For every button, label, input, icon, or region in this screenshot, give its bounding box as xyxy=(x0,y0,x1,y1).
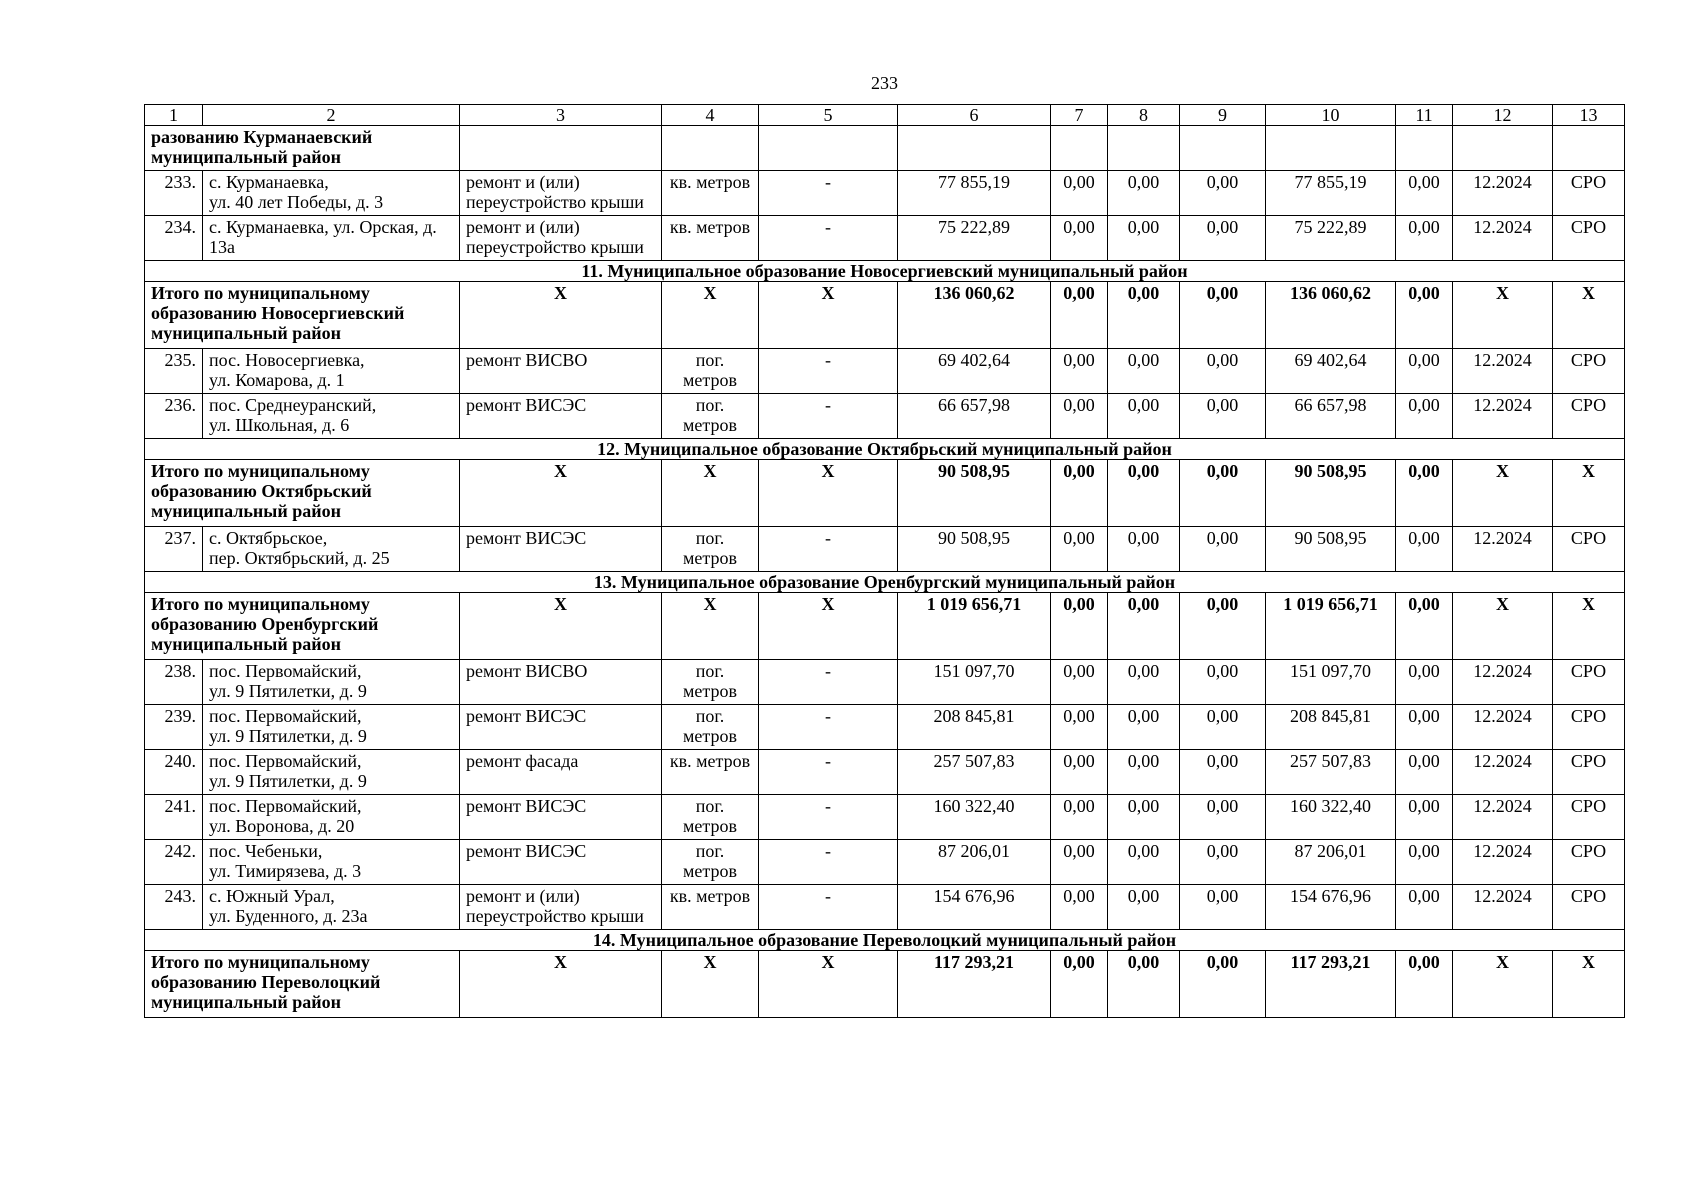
quantity-cell: - xyxy=(759,885,898,930)
source-cell: СРО xyxy=(1553,394,1625,439)
page-number: 233 xyxy=(871,73,898,93)
value-cell: 0,00 xyxy=(1180,171,1266,216)
total-cost-cell: 257 507,83 xyxy=(898,750,1051,795)
total-row xyxy=(145,282,1625,349)
address-line: с. Курманаевка, xyxy=(209,172,329,192)
x-mark: X xyxy=(1453,282,1553,349)
value-cell: 0,00 xyxy=(1051,171,1108,216)
address-line: с. Курманаевка, ул. Орская, д. 13а xyxy=(209,217,437,257)
quantity-cell: - xyxy=(759,527,898,572)
value-cell: 136 060,62 xyxy=(1266,282,1396,349)
column-header: 1 xyxy=(145,105,203,126)
total-cost-cell: 1 019 656,71 xyxy=(898,593,1051,660)
table-row xyxy=(145,840,1625,885)
row-number: 243. xyxy=(145,885,203,930)
address-line: пос. Первомайский, xyxy=(209,706,362,726)
quantity-cell: - xyxy=(759,216,898,261)
row-number: 241. xyxy=(145,795,203,840)
address-line: пос. Первомайский, xyxy=(209,796,362,816)
x-mark: X xyxy=(1553,593,1625,660)
unit-cell: пог. метров xyxy=(662,705,759,750)
table-row xyxy=(145,885,1625,930)
value-cell: 0,00 xyxy=(1180,750,1266,795)
total-label: разованию Курманаевский муниципальный район xyxy=(145,126,460,171)
work-type-cell: ремонт ВИСЭС xyxy=(460,840,662,885)
address-cell xyxy=(203,349,460,394)
table-row xyxy=(145,660,1625,705)
address-line: ул. Тимирязева, д. 3 xyxy=(209,861,362,881)
value-cell: 0,00 xyxy=(1396,460,1453,527)
value-cell: 0,00 xyxy=(1051,394,1108,439)
value-cell: 0,00 xyxy=(1108,705,1180,750)
total-cost-cell: 77 855,19 xyxy=(898,171,1051,216)
value-cell: 0,00 xyxy=(1180,527,1266,572)
total-cost-cell: 75 222,89 xyxy=(898,216,1051,261)
value-cell: 0,00 xyxy=(1051,951,1108,1018)
value-cell: 0,00 xyxy=(1108,885,1180,930)
date-cell: 12.2024 xyxy=(1453,705,1553,750)
source-cell: СРО xyxy=(1553,349,1625,394)
x-mark: X xyxy=(460,951,662,1018)
row-number: 235. xyxy=(145,349,203,394)
section-title: 11. Муниципальное образование Новосергиевский муниципальный район xyxy=(145,261,1625,282)
column-header: 4 xyxy=(662,105,759,126)
value-cell: 0,00 xyxy=(1051,216,1108,261)
quantity-cell: - xyxy=(759,171,898,216)
value-cell: 0,00 xyxy=(1108,660,1180,705)
date-cell: 12.2024 xyxy=(1453,840,1553,885)
value-cell: 208 845,81 xyxy=(1266,705,1396,750)
address-line: пер. Октябрьский, д. 25 xyxy=(209,548,390,568)
address-line: пос. Первомайский, xyxy=(209,751,362,771)
work-type-cell: ремонт и (или) переустройство крыши xyxy=(460,171,662,216)
column-header: 2 xyxy=(203,105,460,126)
date-cell: 12.2024 xyxy=(1453,750,1553,795)
unit-cell: пог. метров xyxy=(662,527,759,572)
source-cell: СРО xyxy=(1553,795,1625,840)
value-cell: 0,00 xyxy=(1051,750,1108,795)
x-mark: X xyxy=(662,282,759,349)
address-cell xyxy=(203,750,460,795)
value-cell: 0,00 xyxy=(1396,705,1453,750)
table-row xyxy=(145,171,1625,216)
total-cost-cell: 160 322,40 xyxy=(898,795,1051,840)
total-row xyxy=(145,951,1625,1018)
column-header: 13 xyxy=(1553,105,1625,126)
work-type-cell: ремонт и (или) переустройство крыши xyxy=(460,216,662,261)
section-title: 14. Муниципальное образование Переволоцкий муниципальный район xyxy=(145,930,1625,951)
table-row xyxy=(145,795,1625,840)
value-cell: 77 855,19 xyxy=(1266,171,1396,216)
value-cell: 0,00 xyxy=(1180,660,1266,705)
total-cost-cell: 87 206,01 xyxy=(898,840,1051,885)
total-cost-cell: 151 097,70 xyxy=(898,660,1051,705)
table-row xyxy=(145,527,1625,572)
quantity-cell: - xyxy=(759,705,898,750)
work-type-cell: ремонт ВИСЭС xyxy=(460,527,662,572)
value-cell: 0,00 xyxy=(1051,795,1108,840)
value-cell: 0,00 xyxy=(1396,171,1453,216)
address-cell xyxy=(203,171,460,216)
row-number: 240. xyxy=(145,750,203,795)
date-cell: 12.2024 xyxy=(1453,171,1553,216)
value-cell: 0,00 xyxy=(1180,349,1266,394)
value-cell: 0,00 xyxy=(1108,795,1180,840)
address-cell xyxy=(203,840,460,885)
unit-cell: пог. метров xyxy=(662,660,759,705)
value-cell: 0,00 xyxy=(1396,527,1453,572)
value-cell: 69 402,64 xyxy=(1266,349,1396,394)
value-cell: 0,00 xyxy=(1396,795,1453,840)
date-cell: 12.2024 xyxy=(1453,795,1553,840)
value-cell: 0,00 xyxy=(1108,840,1180,885)
address-line: ул. 9 Пятилетки, д. 9 xyxy=(209,726,367,746)
unit-cell: пог. метров xyxy=(662,840,759,885)
value-cell: 0,00 xyxy=(1051,840,1108,885)
quantity-cell: - xyxy=(759,795,898,840)
x-mark: X xyxy=(1553,460,1625,527)
table-row xyxy=(145,750,1625,795)
continuation-total-row xyxy=(145,126,1625,171)
address-line: пос. Чебеньки, xyxy=(209,841,323,861)
address-cell xyxy=(203,394,460,439)
column-header: 11 xyxy=(1396,105,1453,126)
total-cost-cell: 66 657,98 xyxy=(898,394,1051,439)
row-number: 239. xyxy=(145,705,203,750)
row-number: 242. xyxy=(145,840,203,885)
x-mark: X xyxy=(759,282,898,349)
address-line: пос. Среднеуранский, xyxy=(209,395,377,415)
value-cell: 117 293,21 xyxy=(1266,951,1396,1018)
total-cost-cell: 136 060,62 xyxy=(898,282,1051,349)
address-cell xyxy=(203,660,460,705)
section-title-row xyxy=(145,261,1625,282)
value-cell: 90 508,95 xyxy=(1266,460,1396,527)
value-cell: 0,00 xyxy=(1051,460,1108,527)
column-header: 6 xyxy=(898,105,1051,126)
column-header: 8 xyxy=(1108,105,1180,126)
column-header: 12 xyxy=(1453,105,1553,126)
address-line: ул. 9 Пятилетки, д. 9 xyxy=(209,771,367,791)
section-title-row xyxy=(145,439,1625,460)
total-cost-cell: 208 845,81 xyxy=(898,705,1051,750)
source-cell: СРО xyxy=(1553,840,1625,885)
value-cell: 75 222,89 xyxy=(1266,216,1396,261)
quantity-cell: - xyxy=(759,394,898,439)
value-cell: 90 508,95 xyxy=(1266,527,1396,572)
value-cell: 0,00 xyxy=(1396,885,1453,930)
total-label: Итого по муниципальному образованию Оренбургский муниципальный район xyxy=(145,593,460,660)
source-cell: СРО xyxy=(1553,216,1625,261)
value-cell: 0,00 xyxy=(1396,593,1453,660)
value-cell: 0,00 xyxy=(1396,349,1453,394)
total-row xyxy=(145,460,1625,527)
address-line: ул. Воронова, д. 20 xyxy=(209,816,355,836)
column-header: 10 xyxy=(1266,105,1396,126)
value-cell: 0,00 xyxy=(1108,951,1180,1018)
total-cost-cell: 117 293,21 xyxy=(898,951,1051,1018)
row-number: 238. xyxy=(145,660,203,705)
value-cell: 0,00 xyxy=(1396,282,1453,349)
x-mark: X xyxy=(1453,460,1553,527)
x-mark: X xyxy=(460,460,662,527)
address-cell xyxy=(203,885,460,930)
total-label: Итого по муниципальному образованию Новосергиевский муниципальный район xyxy=(145,282,460,349)
value-cell: 0,00 xyxy=(1108,282,1180,349)
x-mark: X xyxy=(759,951,898,1018)
quantity-cell: - xyxy=(759,660,898,705)
source-cell: СРО xyxy=(1553,527,1625,572)
value-cell: 0,00 xyxy=(1180,216,1266,261)
quantity-cell: - xyxy=(759,840,898,885)
table-row xyxy=(145,394,1625,439)
row-number: 236. xyxy=(145,394,203,439)
value-cell: 0,00 xyxy=(1108,750,1180,795)
value-cell: 0,00 xyxy=(1051,282,1108,349)
value-cell: 0,00 xyxy=(1108,460,1180,527)
total-cost-cell: 90 508,95 xyxy=(898,527,1051,572)
row-number: 237. xyxy=(145,527,203,572)
work-type-cell: ремонт ВИСВО xyxy=(460,660,662,705)
section-title-row xyxy=(145,930,1625,951)
value-cell: 87 206,01 xyxy=(1266,840,1396,885)
value-cell: 0,00 xyxy=(1396,394,1453,439)
value-cell: 0,00 xyxy=(1396,660,1453,705)
table-body xyxy=(145,105,1625,1018)
address-line: с. Южный Урал, xyxy=(209,886,335,906)
total-cost-cell: 154 676,96 xyxy=(898,885,1051,930)
value-cell: 0,00 xyxy=(1180,282,1266,349)
row-number: 233. xyxy=(145,171,203,216)
address-line: пос. Первомайский, xyxy=(209,661,362,681)
section-title: 13. Муниципальное образование Оренбургский муниципальный район xyxy=(145,572,1625,593)
x-mark: X xyxy=(662,460,759,527)
x-mark: X xyxy=(662,593,759,660)
value-cell: 0,00 xyxy=(1180,840,1266,885)
column-header: 3 xyxy=(460,105,662,126)
value-cell: 257 507,83 xyxy=(1266,750,1396,795)
section-title: 12. Муниципальное образование Октябрьский муниципальный район xyxy=(145,439,1625,460)
address-cell xyxy=(203,216,460,261)
value-cell: 0,00 xyxy=(1051,885,1108,930)
work-type-cell: ремонт ВИСЭС xyxy=(460,394,662,439)
value-cell: 151 097,70 xyxy=(1266,660,1396,705)
value-cell: 0,00 xyxy=(1051,527,1108,572)
value-cell: 0,00 xyxy=(1396,951,1453,1018)
table-row xyxy=(145,216,1625,261)
work-type-cell: ремонт ВИСВО xyxy=(460,349,662,394)
address-line: ул. Школьная, д. 6 xyxy=(209,415,350,435)
value-cell: 0,00 xyxy=(1180,394,1266,439)
unit-cell: кв. метров xyxy=(662,171,759,216)
quantity-cell: - xyxy=(759,349,898,394)
address-cell xyxy=(203,795,460,840)
value-cell: 160 322,40 xyxy=(1266,795,1396,840)
value-cell: 154 676,96 xyxy=(1266,885,1396,930)
total-cost-cell: 69 402,64 xyxy=(898,349,1051,394)
value-cell: 0,00 xyxy=(1396,840,1453,885)
date-cell: 12.2024 xyxy=(1453,660,1553,705)
works-table xyxy=(144,104,1625,1018)
table-row xyxy=(145,705,1625,750)
date-cell: 12.2024 xyxy=(1453,885,1553,930)
x-mark: X xyxy=(1553,282,1625,349)
value-cell: 0,00 xyxy=(1108,527,1180,572)
x-mark: X xyxy=(1453,593,1553,660)
address-line: с. Октябрьское, xyxy=(209,528,328,548)
address-line: ул. Комарова, д. 1 xyxy=(209,370,345,390)
unit-cell: пог. метров xyxy=(662,349,759,394)
value-cell: 0,00 xyxy=(1108,593,1180,660)
date-cell: 12.2024 xyxy=(1453,216,1553,261)
value-cell: 1 019 656,71 xyxy=(1266,593,1396,660)
total-label: Итого по муниципальному образованию Переволоцкий муниципальный район xyxy=(145,951,460,1018)
x-mark: X xyxy=(460,593,662,660)
table-row xyxy=(145,349,1625,394)
column-header: 5 xyxy=(759,105,898,126)
source-cell: СРО xyxy=(1553,750,1625,795)
x-mark: X xyxy=(662,951,759,1018)
value-cell: 0,00 xyxy=(1051,593,1108,660)
work-type-cell: ремонт ВИСЭС xyxy=(460,795,662,840)
value-cell: 0,00 xyxy=(1180,460,1266,527)
value-cell: 0,00 xyxy=(1396,750,1453,795)
section-title-row xyxy=(145,572,1625,593)
work-type-cell: ремонт ВИСЭС xyxy=(460,705,662,750)
value-cell: 0,00 xyxy=(1051,705,1108,750)
total-label: Итого по муниципальному образованию Октябрьский муниципальный район xyxy=(145,460,460,527)
source-cell: СРО xyxy=(1553,705,1625,750)
value-cell: 0,00 xyxy=(1180,593,1266,660)
date-cell: 12.2024 xyxy=(1453,394,1553,439)
unit-cell: кв. метров xyxy=(662,216,759,261)
value-cell: 0,00 xyxy=(1396,216,1453,261)
column-header-row xyxy=(145,105,1625,126)
x-mark: X xyxy=(460,282,662,349)
unit-cell: пог. метров xyxy=(662,795,759,840)
quantity-cell: - xyxy=(759,750,898,795)
source-cell: СРО xyxy=(1553,171,1625,216)
value-cell: 0,00 xyxy=(1180,885,1266,930)
row-number: 234. xyxy=(145,216,203,261)
total-row xyxy=(145,593,1625,660)
value-cell: 0,00 xyxy=(1108,171,1180,216)
value-cell: 0,00 xyxy=(1108,349,1180,394)
unit-cell: кв. метров xyxy=(662,750,759,795)
x-mark: X xyxy=(759,593,898,660)
value-cell: 0,00 xyxy=(1108,216,1180,261)
source-cell: СРО xyxy=(1553,660,1625,705)
total-cost-cell: 90 508,95 xyxy=(898,460,1051,527)
unit-cell: кв. метров xyxy=(662,885,759,930)
work-type-cell: ремонт и (или) переустройство крыши xyxy=(460,885,662,930)
value-cell: 0,00 xyxy=(1180,705,1266,750)
column-header: 7 xyxy=(1051,105,1108,126)
address-line: ул. 9 Пятилетки, д. 9 xyxy=(209,681,367,701)
x-mark: X xyxy=(759,460,898,527)
address-cell xyxy=(203,527,460,572)
source-cell: СРО xyxy=(1553,885,1625,930)
value-cell: 66 657,98 xyxy=(1266,394,1396,439)
value-cell: 0,00 xyxy=(1108,394,1180,439)
date-cell: 12.2024 xyxy=(1453,527,1553,572)
value-cell: 0,00 xyxy=(1180,951,1266,1018)
x-mark: X xyxy=(1453,951,1553,1018)
address-line: ул. 40 лет Победы, д. 3 xyxy=(209,192,384,212)
work-type-cell: ремонт фасада xyxy=(460,750,662,795)
value-cell: 0,00 xyxy=(1051,349,1108,394)
column-header: 9 xyxy=(1180,105,1266,126)
value-cell: 0,00 xyxy=(1051,660,1108,705)
value-cell: 0,00 xyxy=(1180,795,1266,840)
address-line: ул. Буденного, д. 23а xyxy=(209,906,368,926)
date-cell: 12.2024 xyxy=(1453,349,1553,394)
address-line: пос. Новосергиевка, xyxy=(209,350,365,370)
unit-cell: пог. метров xyxy=(662,394,759,439)
address-cell xyxy=(203,705,460,750)
x-mark: X xyxy=(1553,951,1625,1018)
